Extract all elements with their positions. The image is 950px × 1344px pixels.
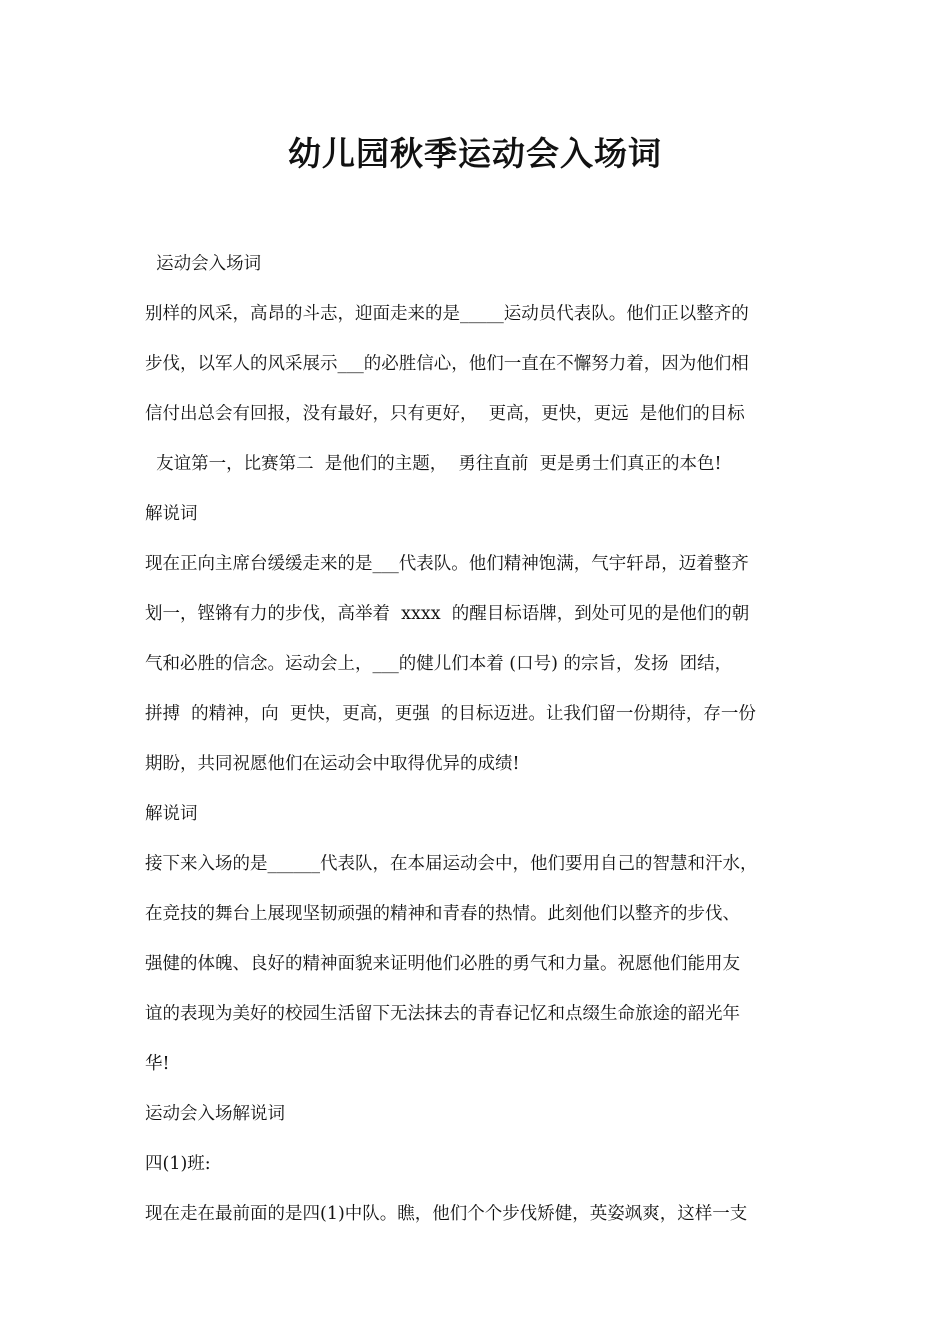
paragraph-line: 在竞技的舞台上展现坚韧顽强的精神和青春的热情。此刻他们以整齐的步伐、 (145, 904, 740, 924)
document-title: 幼儿园秋季运动会入场词 (288, 134, 662, 173)
class-label: 四(1)班: (145, 1154, 211, 1174)
paragraph-line: 信付出总会有回报，没有最好，只有更好， 更高，更快，更远 是他们的目标 (145, 404, 745, 424)
paragraph-line: 气和必胜的信念。运动会上，___的健儿们本着 (口号) 的宗旨，发扬 团结， (145, 654, 733, 674)
section-heading: 运动会入场词 (145, 254, 262, 274)
paragraph-line: 划一，铿锵有力的步伐，高举着 xxxx 的醒目标语牌，到处可见的是他们的朝 (145, 604, 750, 624)
section-heading: 解说词 (145, 804, 198, 824)
paragraph-line: 步伐，以军人的风采展示___的必胜信心，他们一直在不懈努力着，因为他们相 (145, 354, 749, 374)
paragraph-line: 现在走在最前面的是四(1)中队。瞧，他们个个步伐矫健，英姿飒爽，这样一支 (145, 1204, 748, 1224)
document-body (145, 248, 825, 1248)
section-heading: 解说词 (145, 504, 198, 524)
paragraph-line: 别样的风采，高昂的斗志，迎面走来的是_____运动员代表队。他们正以整齐的 (145, 304, 749, 324)
paragraph-line: 期盼，共同祝愿他们在运动会中取得优异的成绩! (145, 754, 520, 774)
paragraph-line: 强健的体魄、良好的精神面貌来证明他们必胜的勇气和力量。祝愿他们能用友 (145, 954, 740, 974)
section-heading: 运动会入场解说词 (145, 1104, 285, 1124)
paragraph-line: 华! (145, 1054, 170, 1074)
paragraph-line: 谊的表现为美好的校园生活留下无法抹去的青春记忆和点缀生命旅途的韶光年 (145, 1004, 740, 1024)
paragraph-line: 拼搏 的精神，向 更快，更高，更强 的目标迈进。让我们留一份期待，存一份 (145, 704, 756, 724)
paragraph-line: 友谊第一，比赛第二 是他们的主题， 勇往直前 更是勇士们真正的本色! (145, 454, 722, 474)
paragraph-line: 接下来入场的是______代表队，在本届运动会中，他们要用自己的智慧和汗水， (145, 854, 758, 874)
paragraph-line: 现在正向主席台缓缓走来的是___代表队。他们精神饱满，气宇轩昂，迈着整齐 (145, 554, 749, 574)
